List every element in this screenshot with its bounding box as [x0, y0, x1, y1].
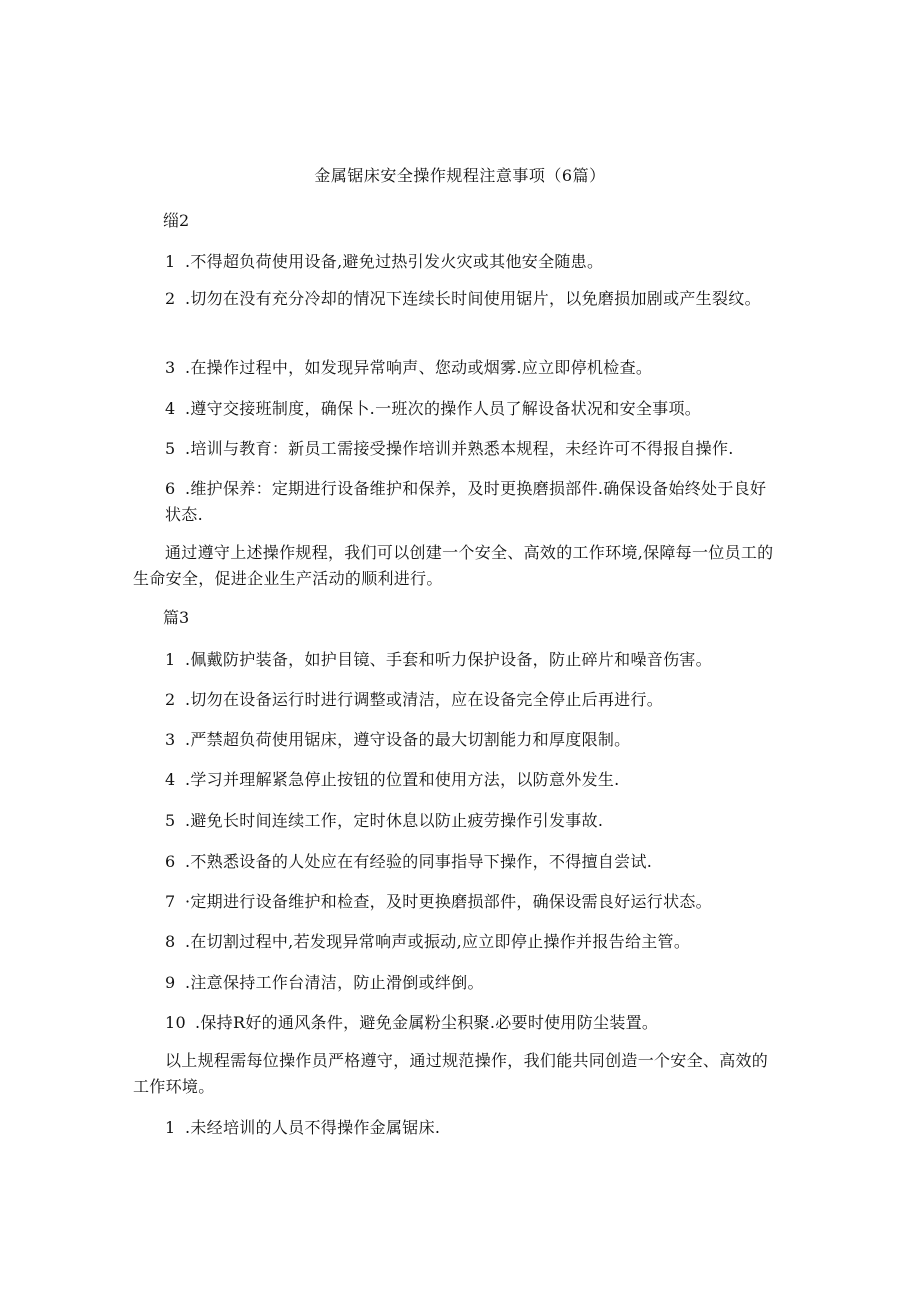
item-number: 6 [165, 852, 176, 871]
list-item [165, 889, 712, 912]
list-item [165, 767, 620, 790]
item-number: 5 [165, 439, 176, 458]
item-number: 1 [165, 1118, 176, 1137]
item-text: ·定期进行设备维护和检查，及时更换磨损部件，确保设需良好运行状态。 [185, 892, 712, 911]
list-item [165, 355, 652, 378]
item-text: .未经培训的人员不得操作金属锯床. [185, 1118, 441, 1137]
item-number: 9 [165, 973, 176, 992]
item-text: .在操作过程中，如发现异常响声、您动或烟雾.应立即停机检查。 [185, 358, 653, 377]
section-2-heading: 缁2 [163, 211, 190, 230]
item-text: .维护保养：定期进行设备维护和保养，及时更换磨损部件.确保设备始终处于良好状态. [165, 479, 767, 524]
list-item [165, 727, 631, 750]
item-number: 7 [165, 892, 176, 911]
closing-paragraph: 以上规程需每位操作员严格遵守，通过规范操作，我们能共同创造一个安全、高效的工作环境。 [133, 1051, 769, 1096]
item-number: 4 [165, 399, 176, 418]
item-number: 1 [165, 252, 176, 271]
item-text: .保持R好的通风条件，避免金属粉尘积聚.必要时使用防尘装置。 [195, 1013, 659, 1032]
item-number: 8 [165, 932, 176, 951]
item-text: .注意保持工作台清洁，防止滑倒或绊倒。 [185, 973, 484, 992]
list-item [165, 476, 775, 528]
item-number: 1 [165, 650, 176, 669]
list-item [165, 286, 775, 312]
item-number: 3 [165, 358, 176, 377]
item-text: .学习并理解紧急停止按钮的位置和使用方法，以防意外发生. [185, 770, 620, 789]
item-text: .培训与教育：新员工需接受操作培训并熟悉本规程，未经许可不得报自操作. [185, 439, 734, 458]
list-item [165, 1010, 658, 1033]
list-item [165, 396, 701, 419]
list-item [165, 687, 663, 710]
list-item [165, 1115, 440, 1138]
item-number: 10 [165, 1013, 186, 1032]
list-item [165, 647, 712, 670]
item-text: .避免长时间连续工作，定时休息以防止疲劳操作引发事故. [185, 811, 604, 830]
item-number: 2 [165, 690, 176, 709]
list-item [165, 849, 652, 872]
item-number: 6 [165, 479, 176, 498]
item-text: .切勿在设备运行时进行调整或清洁，应在设备完全停止后再进行。 [185, 690, 664, 709]
closing-paragraph: 通过遵守上述操作规程，我们可以创建一个安全、高效的工作环境,保障每一位员工的生命安全，促进企业生产活动的顺利进行。 [133, 543, 774, 588]
item-text: .佩戴防护装备，如护目镜、手套和听力保护设备，防止碎片和噪音伤害。 [185, 650, 712, 669]
item-text: .不熟悉设备的人处应在有经验的同事指导下操作，不得擅自尝试. [185, 852, 653, 871]
item-text: .遵守交接班制度，确保卜.一班次的操作人员了解设备状况和安全事项。 [185, 399, 702, 418]
document-title: 金属锯床安全操作规程注意事项（6篇） [314, 166, 606, 185]
item-number: 2 [165, 289, 176, 308]
item-number: 3 [165, 730, 176, 749]
list-item [165, 808, 603, 831]
list-item [165, 970, 484, 993]
item-text: .严禁超负荷使用锯床，遵守设备的最大切割能力和厚度限制。 [185, 730, 631, 749]
item-text: .切勿在没有充分冷却的情况下连续长时间使用锯片，以免磨损加剧或产生裂纹。 [185, 289, 761, 308]
item-text: .不得超负荷使用设备,避免过热引发火灾或其他安全随患。 [185, 252, 604, 271]
list-item [165, 929, 690, 952]
item-number: 5 [165, 811, 176, 830]
list-item [165, 436, 734, 459]
item-number: 4 [165, 770, 176, 789]
item-text: .在切割过程中,若发现异常响声或振动,应立即停止操作并报告给主管。 [185, 932, 691, 951]
section-3-heading: 篇3 [163, 608, 190, 627]
list-item [165, 249, 603, 272]
